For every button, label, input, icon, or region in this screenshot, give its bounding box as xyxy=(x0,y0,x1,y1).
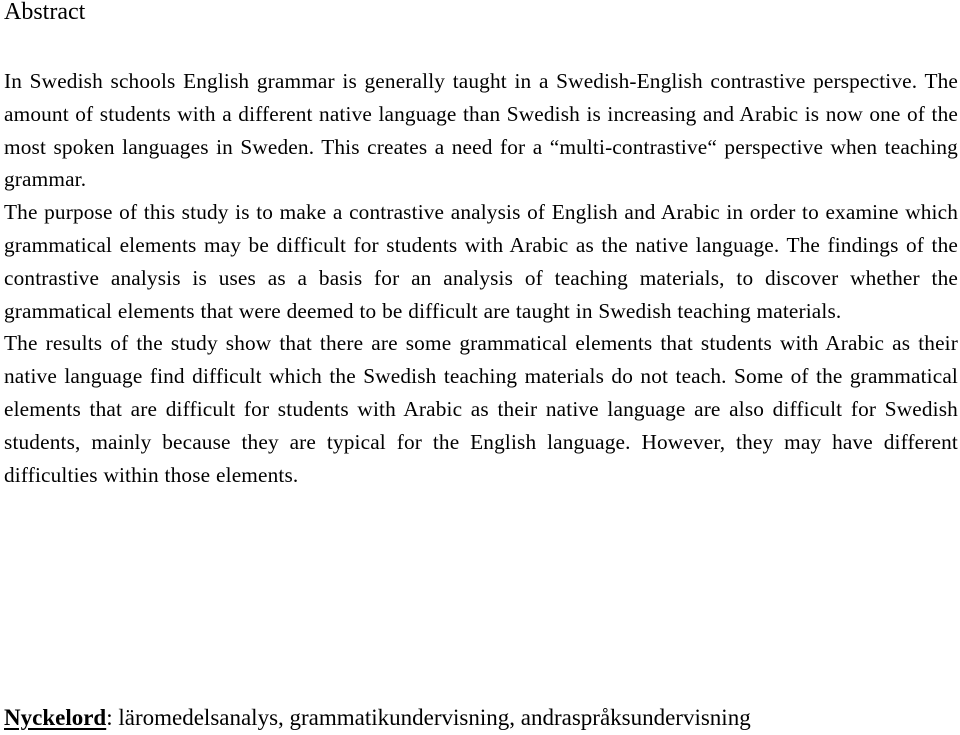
keywords-label: Nyckelord xyxy=(4,705,107,730)
abstract-paragraph-intro: In Swedish schools English grammar is generally taught in a Swedish-English contrastive perspective. The amount of students with a different native language than Swedish is increasing and Arabic is now one of the most spoken languages in Sweden. This creates a need for a “multi-contrastive“ perspective when teaching grammar. xyxy=(4,69,958,192)
abstract-paragraph-results: The results of the study show that there are some grammatical elements that students with Arabic as their native language find difficult which the Swedish teaching materials do not teach. Some of the grammatical elements that are difficult for students with Arabic as their native language are also difficult for Swedish students, mainly because they are typical for the English language. However, they may have different difficulties within those elements. xyxy=(4,331,958,487)
keywords-separator: : xyxy=(106,705,113,730)
abstract-heading: Abstract xyxy=(4,0,86,25)
abstract-paragraph-purpose: The purpose of this study is to make a contrastive analysis of English and Arabic in order to examine which grammatical elements may be difficult for students with Arabic as the native language. The findings of the contrastive analysis is uses as a basis for an analysis of teaching materials, to discover whether the grammatical elements that were deemed to be difficult are taught in Swedish teaching materials. xyxy=(4,200,958,323)
keywords-terms: läromedelsanalys, grammatikundervisning, andraspråksundervisning xyxy=(112,705,751,730)
abstract-body xyxy=(4,65,958,491)
keywords-line xyxy=(4,702,751,734)
